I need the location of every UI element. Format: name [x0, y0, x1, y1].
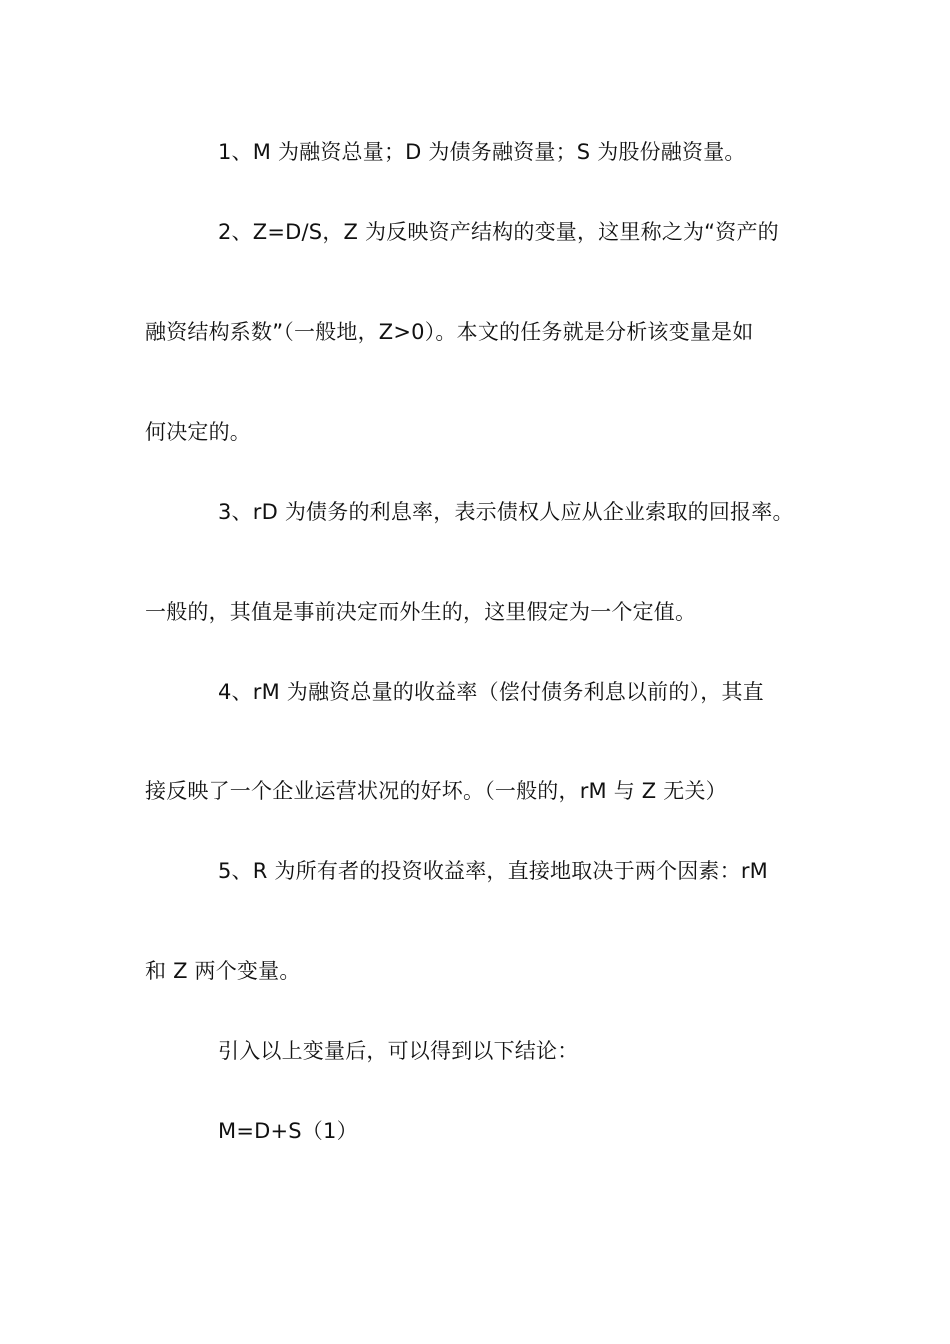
paragraph-line-2: 2、Z=D/S，Z 为反映资产结构的变量，这里称之为“资产的: [218, 220, 779, 244]
paragraph-line-11: 引入以上变量后，可以得到以下结论：: [218, 1039, 579, 1063]
paragraph-line-10: 和 Z 两个变量。: [145, 959, 301, 983]
equation-line: M=D+S（1）: [218, 1119, 358, 1143]
paragraph-line-6: 一般的，其值是事前决定而外生的，这里假定为一个定值。: [145, 600, 697, 624]
paragraph-line-3: 融资结构系数”（一般地，Z>0）。本文的任务就是分析该变量是如: [145, 320, 754, 344]
paragraph-line-5: 3、rD 为债务的利息率，表示债权人应从企业索取的回报率。: [218, 500, 794, 524]
paragraph-line-1: 1、M 为融资总量；D 为债务融资量；S 为股份融资量。: [218, 140, 746, 164]
paragraph-line-4: 何决定的。: [145, 420, 251, 444]
paragraph-line-9: 5、R 为所有者的投资收益率，直接地取决于两个因素：rM: [218, 859, 768, 883]
paragraph-line-8: 接反映了一个企业运营状况的好坏。（一般的，rM 与 Z 无关）: [145, 779, 727, 803]
paragraph-line-7: 4、rM 为融资总量的收益率（偿付债务利息以前的），其直: [218, 680, 764, 704]
